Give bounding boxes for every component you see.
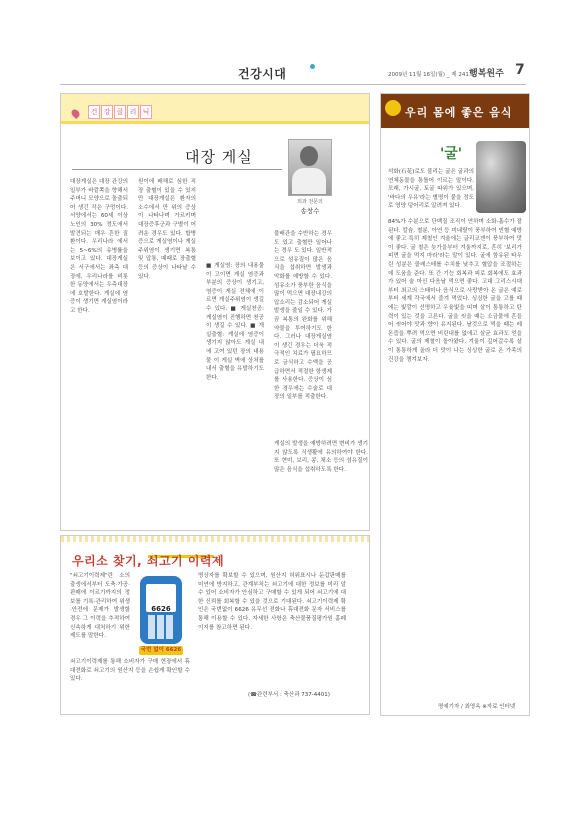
beef-title: 우리소 찾기, 쇠고기 이력제 (72, 554, 225, 568)
tag-char: 클 (114, 105, 126, 119)
oyster-banner-title: 우리 몸에 좋은 음식 (405, 106, 513, 119)
doctor-photo-body (292, 168, 326, 194)
beef-column-2: 쇠고기이력제를 통해 소비자가 구매 현장에서 휴대전화로 쇠고기의 원산지 등을 손쉽게 확인할 수 있다. (70, 659, 190, 683)
phone-keypad (148, 615, 174, 639)
header-divider (60, 84, 526, 85)
clinic-column-2: 원이에 배해로 심한 직장 출혈이 있을 수 있지만 대장게실은 환자의 소수에서 만 위의 증상이 나타나며 가르키며 대장증후군과 구별이 어려운 경우도 있다. 합병증으로 게실염이나 게실 주위염이 생기면 복통 및 압통, 때때로 장출혈 등의 증상이 나타날 수 있다. (138, 179, 196, 280)
beef-column-3: 명상자를 확보할 수 있으며, 원산지 허위표시나 둔갑판매를 미연에 방지하고, 관계부처는 쇠고기에 대한 정보를 미리 알 수 있어 소비자가 안심하고 구매할 수 있게 되어 쇠고기에 대한 신뢰를 회복할 수 있을 것으로 기대된다. 쇠고기이력제 확인은 국번없이 6626 유무선 전화나 휴대전화 문자 서비스를 통해 이용할 수 있다. 자세한 사항은 축산물품질평가원 홈페이지를 참고하면 된다. (198, 573, 346, 631)
issue-info: 2009년 11월 16일(월) _ 제 241호 (388, 72, 475, 78)
beef-source: (☎관련부서 : 축산과 737-4401) (248, 692, 330, 698)
beef-stripe (61, 536, 369, 542)
article-title: 대장 게실 (185, 148, 253, 166)
page-number: 7 (515, 62, 525, 78)
tag-char: 리 (127, 105, 139, 119)
paper-name: 행복원주 (469, 69, 504, 79)
oyster-column-1: 석화(石花)로도 불리는 굴은 굴과의 연체동물을 통틀어 이르는 말이다. 모래, 가시굴, 토굴 따위가 있으며, '바다의 우유'라는 별명이 붙을 정도로 영양 덩어리로 알려져 있다. (388, 169, 474, 210)
clinic-tag (88, 105, 153, 119)
doctor-name: 송창수 (300, 207, 320, 215)
phone-number: 6626 (151, 605, 171, 613)
clinic-column-5: 게실의 발생을 예방하려면 변비가 생기지 않도록 식생활에 유의하여야 한다. 또 현미, 보리, 콩, 채소 등의 섬유질이 많은 음식을 섭취하도록 한다. (274, 441, 368, 473)
doctor-photo-head (300, 146, 318, 166)
phone-badge: 국번 없이 6626 (140, 647, 182, 653)
tag-char: 강 (101, 105, 113, 119)
photo-caption: 외과 전문의 (297, 199, 323, 205)
section-title: 건강시대 (238, 67, 287, 81)
oyster-name: '굴' (440, 146, 463, 162)
clinic-column-1: 대장게실은 대장 관강의 일부가 바깥쪽을 향해서 주머니 모양으로 돌출되어 생긴 작은 구멍이다. 서양에서는 60세 이상 노인의 30% 정도에서 발견되는 매우 흔한 질환이다. 우리나라 에서는 5~6%의 유병률을 보이고 있다. 대장게실은 서구에서는 좌측 대장에, 우리나라를 비롯한 동양에서는 우측대장에 호발한다. 게실에 염증이 생기면 게실염이라고 한다. (70, 179, 128, 314)
clinic-column-3: ■ 게실염: 장의 내용물이 고이면 게실 염증과 부분의 증상이 생기고, 염증이 게실 전체에 이르면 게실주위염이 생길 수 있다. ■ 게실천공: 게실염이 진행하면 천공이 생길 수 있다. ■ 게실출혈: 게실에 염증이 생기지 않아도 게실 내에 고여 있던 장의 내용물 이 게실 벽에 상처를 내서 출혈을 유발하기도 한다. (206, 263, 264, 381)
title-rule (72, 169, 282, 170)
banner-stripe (61, 121, 369, 124)
flower-icon (385, 100, 401, 116)
oyster-credit: 명예기자 / 최영옥 ※자료 인터넷 (438, 704, 516, 710)
oyster-photo (476, 141, 526, 213)
beef-column-1: "쇠고기이력제"란 소의 출생에서부터 도축·가공·판매에 이르기까지의 정보를 기록·관리하여 위생·안전에 문제가 발생할 경우 그 이력을 추적하여 신속하게 대처하기 위한 제도를 말한다. (70, 573, 130, 640)
tag-char: 건 (88, 105, 100, 119)
clinic-column-4: 불배관을 수반하는 경우도 있고 출혈만 일어나는 경우 도 있다. 일반적으로 섬유질이 많은 음식을 섭취하면 발생과 악화를 예방할 수 있다. 섬유소가 풍부한 음식을 많이 먹으면 대장내강의 압소리는 감소되어 게실 발생을 줄일 수 있다. 가끔 복통의 완화를 위해 약물을 투여하기도 한다. 그러나 대장게실염이 생긴 경우는 더욱 적극적인 치료가 필요하므로 금식하고 수액을 공급하면서 적절한 항생제를 사용한다. 증상이 심한 경우에는 수술로 대장의 일부를 적출한다. (274, 231, 332, 401)
tag-char: 닉 (140, 105, 152, 119)
section-dot-icon (310, 64, 315, 69)
oyster-column-2: 84%가 수분으로 단백질 조직이 연하며 소화·흡수가 잘 된다. 칼슘, 철분, 아연 등 미네랄이 풍부하여 빈혈 예방에 좋고 특히 제철인 겨울에는 글리코겐이 풍부하여 맛이 좋다. 굴 철은 늦가을부터 겨울까지로, 흔히 '보리가 피면 굴을 먹지 마라'라는 말이 있다. 굴에 함유된 타우린 성분은 콜레스테롤 수치를 낮추고 혈압을 조절하는 데 도움을 준다. 또 간 기능 회복과 피로 회복에도 효과가 있어 술 마신 다음날 먹으면 좋다. 고대 그리스시대부터 최고의 스태미나 음식으로 사랑받아 온 굴은 예로부터 세계 각국에서 즐겨 먹었다. 싱싱한 굴을 고를 때에는 빛깔이 선명하고 우윳빛을 띠며 살이 통통하고 탄력이 있는 것을 고른다. 굴을 씻을 때는 소금물에 흔들어 씻어야 맛과 향이 유지된다. 날것으로 먹을 때는 레몬즙을 뿌려 먹으면 비린내를 없애고 살균 효과도 얻을 수 있다. 굴의 제철이 돌아왔다. 겨울이 깊어갈수록 살이 통통하게 올라 더 맛이 나는 싱싱한 굴로 온 가족의 건강을 챙겨보자. (388, 219, 522, 363)
